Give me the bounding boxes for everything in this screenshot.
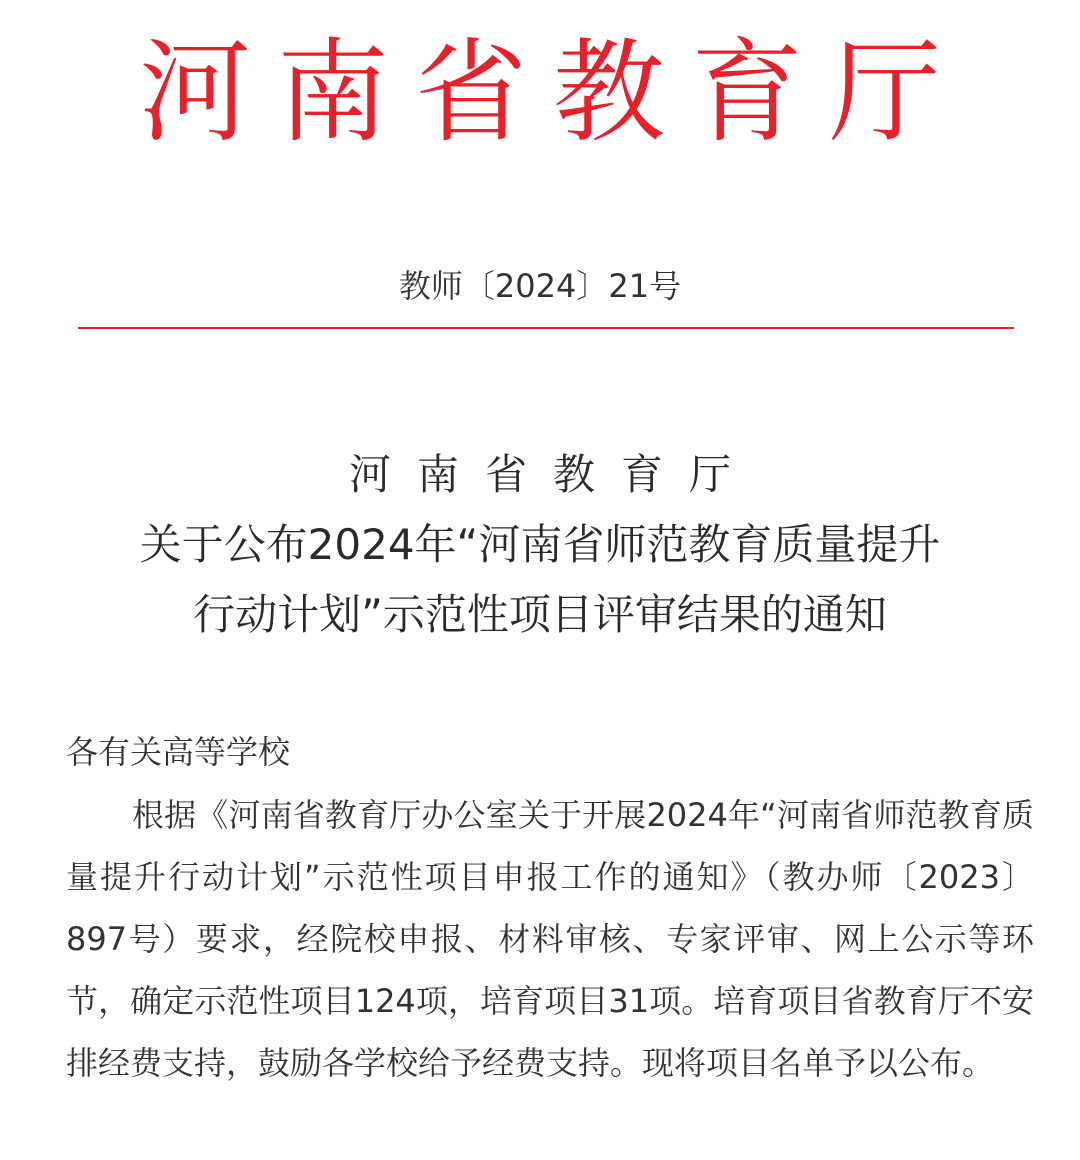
masthead-title: 河南省教育厅 [139,28,967,158]
title-line-subject-cont: 行动计划”示范性项目评审结果的通知 [193,590,887,639]
salutation: 各有关高等学校 [66,733,291,771]
title-line-subject: 关于公布2024年“河南省师范教育质量提升 [139,520,941,569]
notice-title [40,440,1040,650]
document-number: 教师〔2024〕21号 [398,267,682,305]
body-paragraph: 根据《河南省教育厅办公室关于开展2024年“河南省师范教育质量提升行动计划”示范性项目申报工作的通知》（教办师〔2023〕897号）要求，经院校申报、材料审核、专家评审、网上公示等环节，确定示范性项目124项，培育项目31项。培育项目省教育厅不安排经费支持，鼓励各学校给予经费支持。现将项目名单予以公布。 [66,796,1034,1082]
header-divider [78,327,1014,329]
title-line-issuer: 河南省教育厅 [348,450,757,499]
